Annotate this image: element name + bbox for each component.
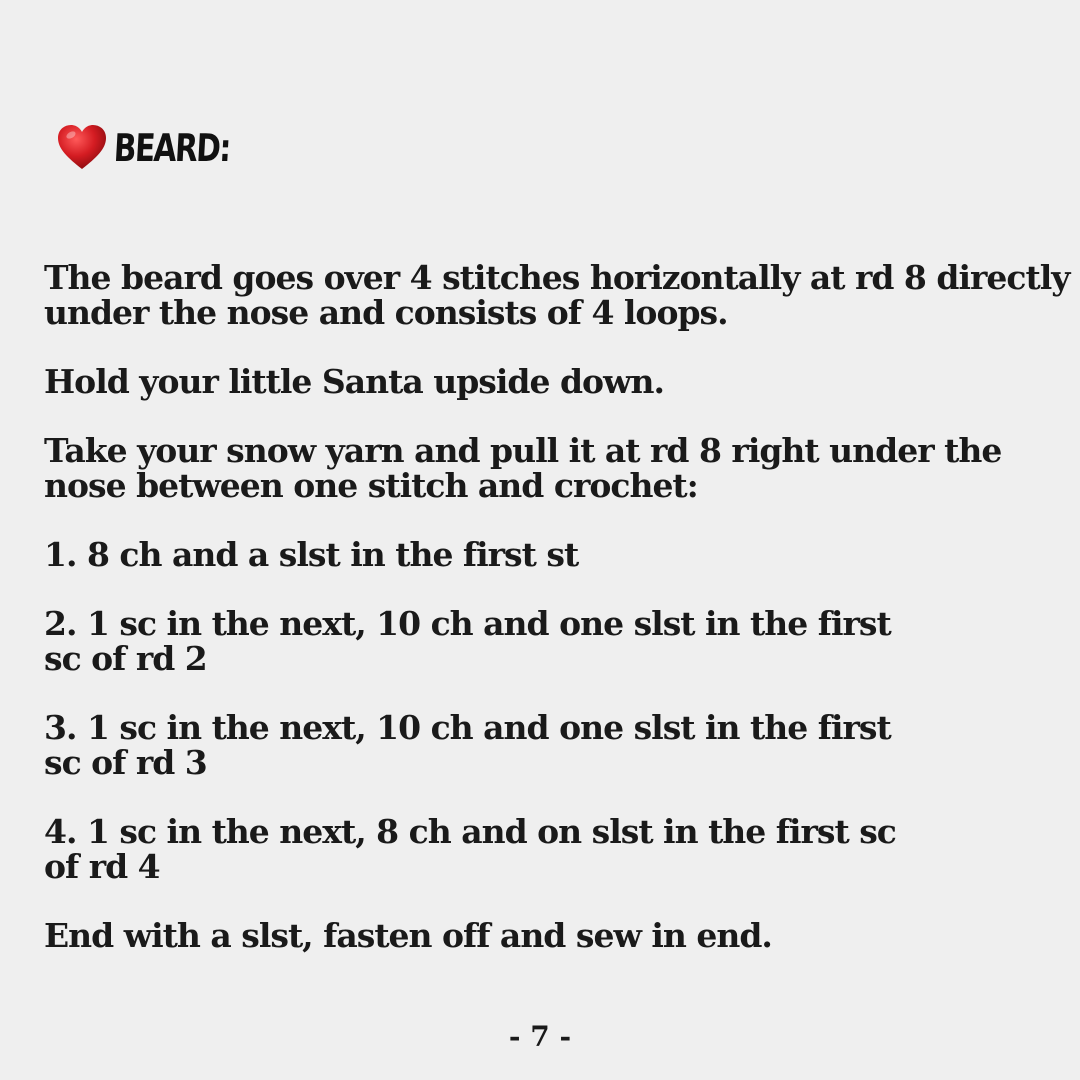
text-line: of rd 4: [44, 847, 160, 886]
text-line: under the nose and consists of 4 loops.: [44, 293, 728, 332]
step-3: [44, 710, 1044, 780]
text-line: The beard goes over 4 stitches horizontally at rd 8 directly: [44, 258, 1070, 297]
paragraph-yarn: [44, 433, 1044, 503]
text-line: 3. 1 sc in the next, 10 ch and one slst in the first: [44, 708, 891, 747]
text-line: 4. 1 sc in the next, 8 ch and on slst in the first sc: [44, 812, 896, 851]
page-number: - 7 -: [508, 1020, 572, 1053]
step-4: [44, 814, 1044, 884]
text-line: 1. 8 ch and a slst in the first st: [44, 535, 579, 574]
text-line: sc of rd 3: [44, 743, 207, 782]
instructions-body: [44, 258, 1070, 987]
text-line: Take your snow yarn and pull it at rd 8 right under the: [44, 431, 1002, 470]
step-1: [44, 537, 1044, 572]
text-line: End with a slst, fasten off and sew in end.: [44, 916, 772, 955]
text-line: sc of rd 2: [44, 639, 207, 678]
section-heading: [56, 118, 262, 178]
paragraph-end: [44, 918, 1044, 953]
paragraph-hold: [44, 364, 1044, 399]
text-line: Hold your little Santa upside down.: [44, 362, 664, 401]
text-line: 2. 1 sc in the next, 10 ch and one slst in the first: [44, 604, 891, 643]
text-line: nose between one stitch and crochet:: [44, 466, 698, 505]
heading-title: BEARD:: [112, 126, 231, 170]
paragraph-intro: [44, 258, 1070, 332]
heart-icon: [56, 122, 108, 174]
step-2: [44, 606, 1044, 676]
